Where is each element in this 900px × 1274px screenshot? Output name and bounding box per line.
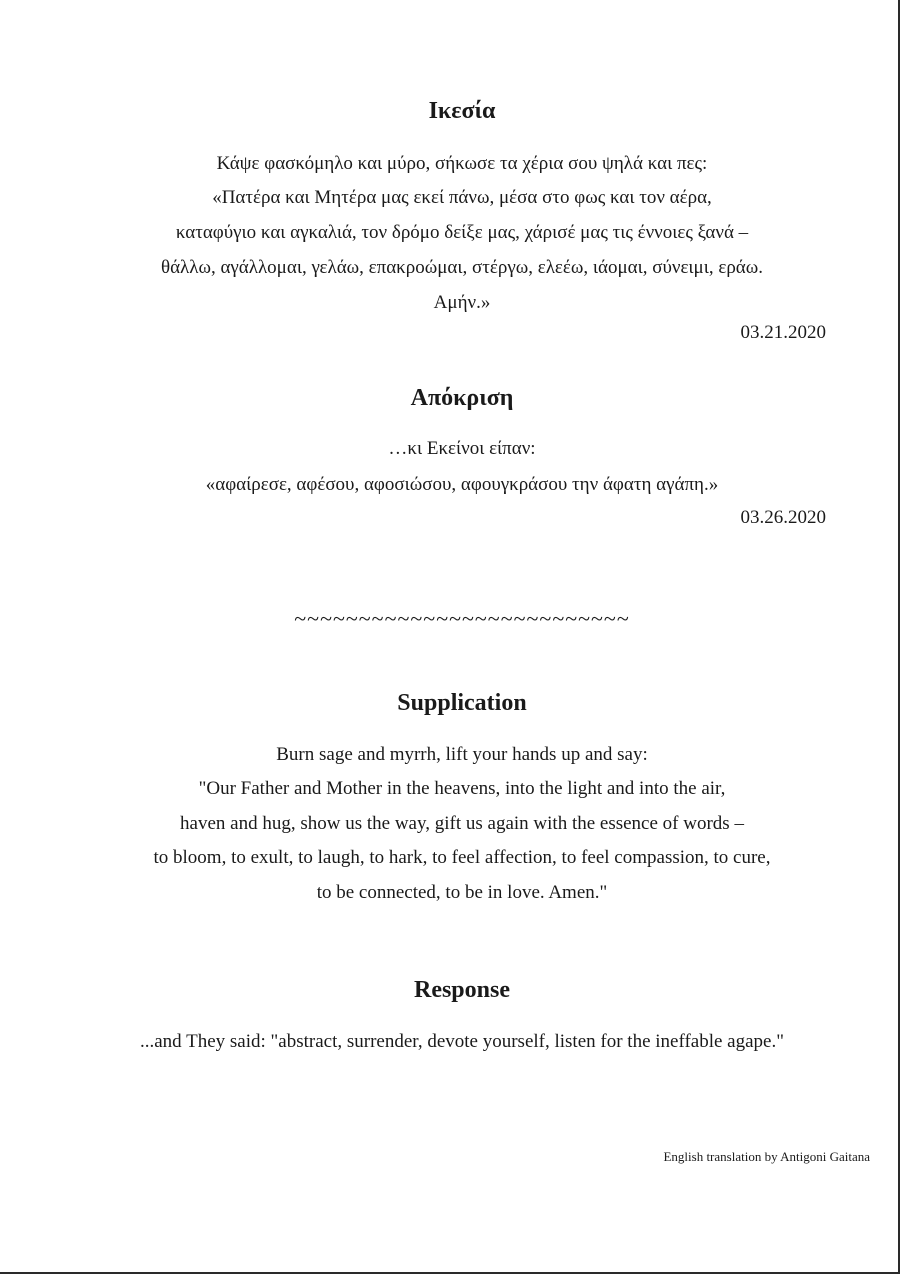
english-supplication-line-2: "Our Father and Mother in the heavens, into the light and into the air, (198, 778, 726, 799)
greek-response-line-2: «αφαίρεσε, αφέσου, αφοσιώσου, αφουγκράσου την άφατη αγάπη.» (205, 474, 719, 495)
english-response-title: Response (413, 977, 510, 1003)
greek-response-title: Απόκριση (410, 385, 514, 411)
greek-supplication-date: 03.21.2020 (740, 322, 826, 343)
english-supplication-line-1: Burn sage and myrrh, lift your hands up and say: (276, 744, 648, 765)
greek-supplication-line-1: Κάψε φασκόμηλο και μύρο, σήκωσε τα χέρια σου ψηλά και πες: (216, 153, 708, 174)
english-supplication-line-5: to be connected, to be in love. Amen." (316, 882, 608, 903)
greek-supplication-line-2: «Πατέρα και Μητέρα μας εκεί πάνω, μέσα στο φως και τον αέρα, (212, 187, 712, 208)
greek-supplication-line-3: καταφύγιο και αγκαλιά, τον δρόμο δείξε μας, χάρισέ μας τις έννοιες ξανά – (175, 222, 749, 243)
greek-supplication-title: Ικεσία (428, 98, 496, 124)
greek-supplication-line-5: Αμήν.» (433, 292, 491, 313)
greek-response-line-1: …κι Εκείνοι είπαν: (388, 438, 536, 459)
translation-credit: English translation by Antigoni Gaitana (663, 1149, 870, 1164)
section-divider: ~~~~~~~~~~~~~~~~~~~~~~~~~~ (294, 606, 630, 631)
english-supplication-title: Supplication (397, 690, 527, 716)
greek-supplication-line-4: θάλλω, αγάλλομαι, γελάω, επακροώμαι, στέργω, ελεέω, ιάομαι, σύνειμι, εράω. (160, 257, 764, 278)
english-response-line-1: ...and They said: "abstract, surrender, devote yourself, listen for the ineffable agape." (140, 1031, 784, 1052)
english-supplication-line-4: to bloom, to exult, to laugh, to hark, to feel affection, to feel compassion, to cure, (153, 847, 771, 868)
english-supplication-line-3: haven and hug, show us the way, gift us again with the essence of words – (180, 813, 744, 834)
greek-response-date: 03.26.2020 (740, 507, 826, 528)
